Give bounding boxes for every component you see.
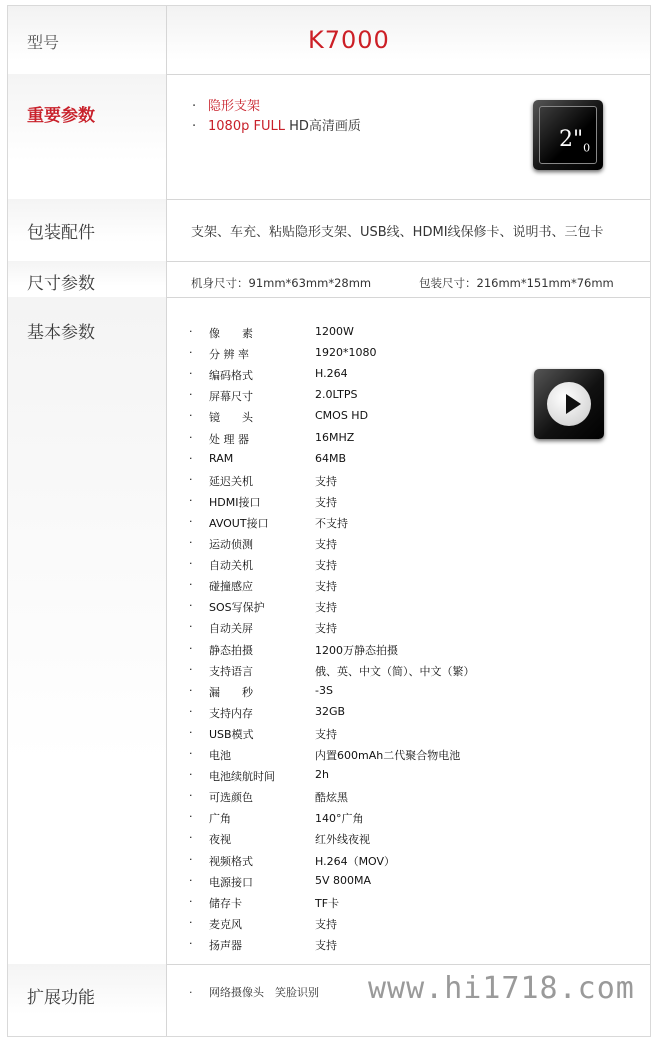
accessories-text: 支架、车充、粘贴隐形支架、USB线、HDMI线保修卡、说明书、三包卡 [191, 225, 604, 240]
spec-key: 电池续航时间 [209, 770, 275, 784]
bullet: · [189, 409, 193, 423]
spec-value: 支持 [315, 622, 337, 636]
bullet: · [189, 831, 193, 845]
spec-value: 支持 [315, 495, 337, 509]
model-label: 型号 [27, 33, 60, 52]
dimensions-value-cell [167, 261, 650, 297]
basic-params-label: 基本参数 [27, 323, 95, 343]
dimensions-label-cell [8, 261, 167, 297]
extended-label-cell [8, 964, 167, 1036]
spec-value: TF卡 [315, 896, 340, 910]
bullet: · [189, 620, 193, 634]
spec-value: 1200万静态拍摄 [315, 643, 398, 657]
spec-key: HDMI接口 [209, 495, 261, 509]
spec-value: 32GB [315, 704, 346, 718]
bullet: · [189, 747, 193, 760]
key-param-item: · 1080p FULL HD高清画质 [192, 119, 361, 134]
spec-key: 麦克风 [209, 917, 242, 931]
spec-key: 夜视 [209, 833, 231, 847]
bullet: · [189, 493, 193, 507]
spec-key: SOS写保护 [209, 601, 265, 615]
key-params-value-cell [167, 74, 650, 199]
bullet: · [189, 451, 193, 465]
spec-key: 电池 [209, 749, 231, 762]
spec-key: 自动关屏 [209, 622, 253, 636]
bullet: · [189, 388, 193, 402]
spec-value: 内置600mAh二代聚合物电池 [315, 749, 461, 762]
spec-value: 16MHZ [315, 430, 355, 444]
spec-key: 支持语言 [209, 664, 253, 678]
extended-label: 扩展功能 [27, 988, 95, 1008]
spec-value: 支持 [315, 727, 337, 741]
spec-key: 可选颜色 [209, 791, 253, 805]
spec-key: 分 辨 率 [209, 348, 249, 362]
bullet: · [189, 725, 193, 739]
spec-value: 2.0LTPS [315, 388, 358, 402]
spec-key: 碰撞感应 [209, 580, 253, 594]
bullet: · [189, 641, 193, 655]
spec-value: 1920*1080 [315, 346, 377, 360]
bullet: · [189, 683, 193, 697]
spec-key: 电源接口 [209, 875, 253, 889]
bullet: · [192, 119, 197, 134]
spec-key: 广角 [209, 812, 231, 826]
bullet: · [189, 536, 193, 549]
model-row [8, 6, 650, 75]
bullet: · [189, 325, 193, 338]
basic-params-row [8, 297, 650, 965]
spec-value: 支持 [315, 601, 337, 615]
spec-key: 编码格式 [209, 369, 253, 383]
spec-value: 支持 [315, 917, 337, 931]
spec-value: 64MB [315, 451, 347, 465]
bullet: · [189, 873, 193, 887]
dimensions-label: 尺寸参数 [27, 274, 95, 294]
model-label-cell [8, 6, 167, 74]
spec-key: 储存卡 [209, 896, 242, 910]
spec-value: 俄、英、中文（简）、中文（繁） [315, 664, 475, 678]
bullet: · [189, 662, 193, 676]
spec-key: 延迟关机 [209, 474, 253, 488]
bullet: · [189, 810, 193, 824]
spec-value: 酷炫黑 [315, 791, 348, 805]
accessories-value-cell [167, 199, 650, 261]
bullet: · [189, 852, 193, 866]
spec-value: 支持 [315, 538, 337, 551]
dimensions-row [8, 261, 650, 298]
spec-value: H.264 [315, 367, 348, 381]
spec-key: 像 素 [209, 327, 253, 340]
bullet: · [189, 367, 193, 381]
spec-sheet [7, 5, 651, 1037]
spec-key: 支持内存 [209, 706, 253, 720]
spec-key: 镜 头 [209, 411, 253, 425]
bullet: · [189, 514, 193, 528]
bullet: · [189, 472, 193, 486]
key-params-row [8, 74, 650, 200]
bullet: · [189, 557, 193, 571]
spec-key: 扬声器 [209, 938, 242, 952]
spec-key: 处 理 器 [209, 432, 249, 446]
spec-key: AVOUT接口 [209, 516, 269, 530]
bullet: · [189, 768, 193, 782]
spec-value: 红外线夜视 [315, 833, 370, 847]
spec-key: 运动侦测 [209, 538, 253, 551]
bullet: · [189, 915, 193, 929]
bullet: · [189, 789, 193, 803]
spec-key: RAM [209, 451, 234, 465]
watermark: www.hi1718.com [368, 971, 635, 1006]
bullet: · [192, 99, 197, 114]
accessories-label: 包装配件 [27, 223, 95, 243]
spec-key: 自动关机 [209, 559, 253, 573]
spec-value: 支持 [315, 559, 337, 573]
model-value-cell [167, 6, 650, 74]
bullet: · [189, 936, 193, 950]
spec-value: 5V 800MA [315, 873, 372, 887]
spec-key: USB模式 [209, 727, 254, 741]
bullet: · [189, 346, 193, 360]
package-dimensions: 包装尺寸：216mm*151mm*76mm [419, 276, 614, 290]
play-icon [534, 369, 604, 439]
accessories-label-cell [8, 199, 167, 261]
spec-key: 视频格式 [209, 854, 253, 868]
bullet: · [189, 894, 193, 908]
screen-size-icon: $2"_0$ [533, 100, 603, 170]
spec-value: -3S [315, 683, 333, 697]
key-param-item: · 隐形支架 [192, 99, 261, 114]
bullet: · [189, 704, 193, 718]
model-value: K7000 [308, 26, 390, 54]
body-dimensions: 机身尺寸：91mm*63mm*28mm [191, 276, 372, 290]
basic-params-label-cell [8, 297, 167, 964]
spec-key: 静态拍摄 [209, 643, 253, 657]
accessories-row [8, 199, 650, 262]
bullet: · [189, 599, 193, 613]
spec-value: 支持 [315, 938, 337, 952]
spec-value: 140°广角 [315, 812, 364, 826]
spec-value: 2h [315, 768, 329, 782]
spec-value: CMOS HD [315, 409, 369, 423]
bullet: · [189, 430, 193, 444]
spec-value: 1200W [315, 325, 354, 338]
bullet: · [189, 578, 193, 592]
spec-value: H.264（MOV） [315, 854, 396, 868]
key-params-label-cell [8, 74, 167, 199]
key-params-label: 重要参数 [27, 106, 95, 126]
extended-text: · 网络摄像头 笑脸识别 [189, 986, 319, 999]
basic-params-value-cell [167, 297, 650, 964]
spec-key: 屏幕尺寸 [209, 390, 253, 404]
spec-value: 不支持 [315, 516, 348, 530]
spec-value: 支持 [315, 580, 337, 594]
spec-key: 漏 秒 [209, 685, 253, 699]
spec-value: 支持 [315, 474, 337, 488]
